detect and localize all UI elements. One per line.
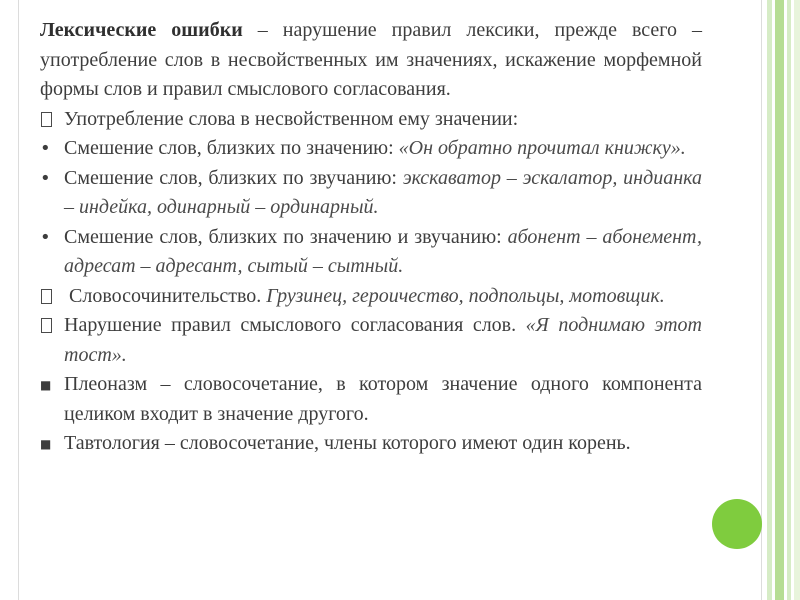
- bullet-icon: •: [40, 167, 51, 189]
- bullet-icon: •: [40, 226, 51, 248]
- item-label: Смешение слов, близких по значению:: [64, 137, 399, 159]
- section-heading: [40, 282, 702, 312]
- slide-content: [40, 16, 702, 460]
- square-bullet-icon: ■: [40, 378, 52, 392]
- bullet-icon: •: [40, 138, 51, 159]
- list-item: [40, 134, 702, 164]
- section-text: [64, 282, 702, 312]
- list-item-text: [64, 134, 702, 164]
- checkbox-bullet-icon: [40, 105, 64, 135]
- list-item: [40, 164, 702, 223]
- item-label: Смешение слов, близких по звучанию:: [64, 166, 403, 189]
- section-heading: [40, 311, 702, 370]
- decorative-stripe: [787, 0, 791, 600]
- section-text: [64, 311, 702, 370]
- list-item: [40, 370, 702, 429]
- list-item-text: [64, 223, 702, 282]
- item-example: абонент – абонемент, адресат – адресант, сытый – сытный.: [64, 225, 702, 277]
- definition-text: – нарушение правил лексики, прежде всего – употребление слов в несвойственных им значениях, искажение морфемной формы слов и правил смыслового согласования.: [40, 19, 702, 100]
- list-item-text: Тавтология – словосочетание, члены которого имеют один корень.: [64, 432, 631, 454]
- green-circle-decoration: [712, 499, 762, 549]
- square-bullet-icon: ■: [40, 437, 52, 451]
- list-item-text: [64, 164, 702, 223]
- section-heading: [40, 105, 702, 135]
- definition-paragraph: [40, 16, 702, 105]
- item-label: Смешение слов, близких по значению и звучанию:: [64, 225, 508, 248]
- item-example: «Я поднимаю этот тост».: [64, 314, 702, 366]
- item-example: «Он обратно прочитал книжку».: [398, 137, 686, 159]
- decorative-stripe: [775, 0, 784, 600]
- section-text: Употребление слова в несвойственном ему значении:: [64, 107, 519, 130]
- item-label: Нарушение правил смыслового согласования слов.: [64, 314, 526, 336]
- list-item: [40, 223, 702, 282]
- decorative-stripe: [767, 0, 772, 600]
- term: Лексические ошибки: [40, 19, 243, 41]
- checkbox-bullet-icon: [40, 282, 64, 312]
- decorative-stripe: [794, 0, 800, 600]
- item-label: Словосочинительство.: [69, 284, 267, 307]
- list-item: [40, 429, 702, 460]
- item-example: экскаватор – эскалатор, индианка – индейка, одинарный – ординарный.: [64, 166, 702, 218]
- checkbox-bullet-icon: [40, 311, 64, 341]
- list-item-text: Плеоназм – словосочетание, в котором значение одного компонента целиком входит в значение другого.: [64, 373, 702, 425]
- item-example: Грузинец, героичество, подпольцы, мотовщик.: [266, 284, 665, 307]
